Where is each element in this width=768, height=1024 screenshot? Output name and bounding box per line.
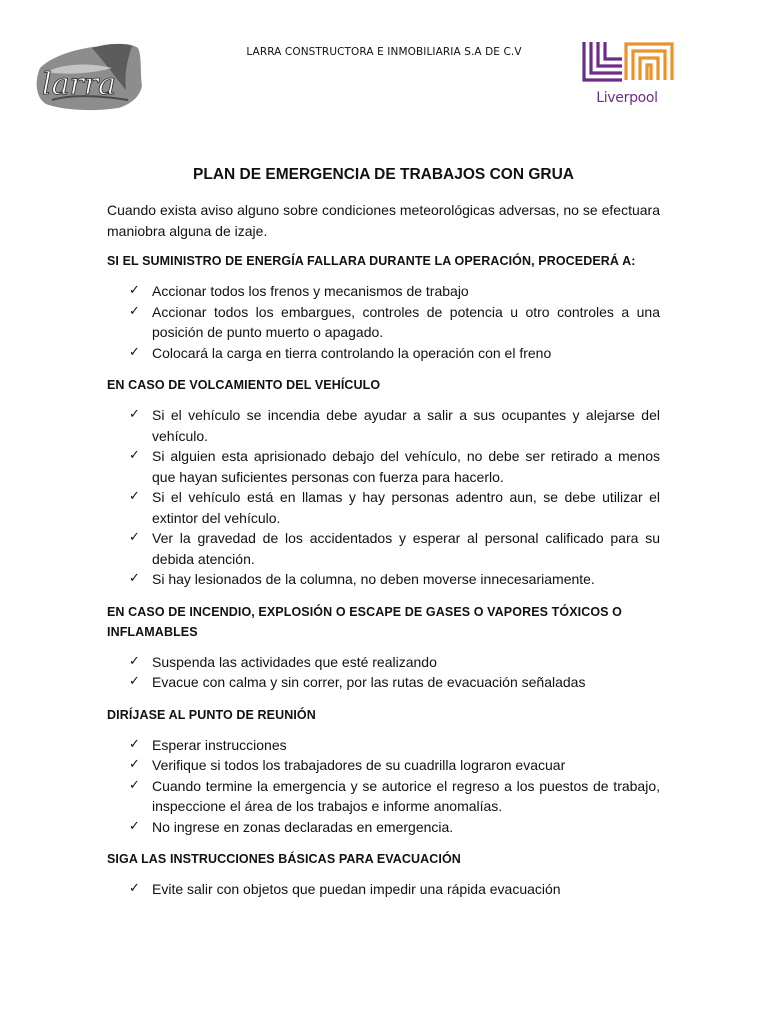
list-item [107,281,660,302]
list-item-text: Suspenda las actividades que esté realizando [152,653,437,670]
list-item [107,446,660,487]
document-title: PLAN DE EMERGENCIA DE TRABAJOS CON GRUA [193,166,574,183]
page-header [0,0,768,120]
list-item [107,817,660,838]
list-item-text: Si alguien esta aprisionado debajo del vehículo, no debe ser retirado a menos que hayan suficientes personas con fuerza para hacerlo. [152,448,660,485]
section-heading: EN CASO DE VOLCAMIENTO DEL VEHÍCULO [107,378,381,392]
liverpool-logo [578,40,676,110]
checklist [107,735,660,838]
list-item [107,302,660,343]
checklist [107,405,660,590]
document-body [107,166,660,912]
check-icon: ✓ [129,757,140,772]
check-icon: ✓ [129,777,140,793]
list-item-text: Cuando termine la emergencia y se autorice el regreso a los puestos de trabajo, inspeccione el área de los trabajos e informe anomalías. [152,777,660,814]
sections-container [107,251,660,900]
checklist [107,281,660,363]
list-item [107,672,660,693]
list-item-text: No ingrese en zonas declaradas en emergencia. [152,818,454,835]
list-item-text: Esperar instrucciones [152,736,287,753]
list-item-text: Evacue con calma y sin correr, por las rutas de evacuación señaladas [152,674,586,690]
check-icon: ✓ [129,818,140,834]
check-icon: ✓ [129,407,140,422]
list-item-text: Accionar todos los frenos y mecanismos de trabajo [152,283,469,299]
list-item-text: Si el vehículo se incendia debe ayudar a salir a sus ocupantes y alejarse del vehículo. [152,407,660,444]
list-item-text: Evite salir con objetos que puedan impedir una rápida evacuación [152,881,561,897]
liverpool-logo-text: Liverpool [596,90,658,106]
check-icon: ✓ [129,736,140,752]
list-item [107,528,660,569]
checklist [107,879,660,900]
list-item [107,755,660,776]
list-item [107,569,660,590]
section-heading: SIGA LAS INSTRUCCIONES BÁSICAS PARA EVACUACIÓN [107,852,461,866]
list-item [107,405,660,446]
list-item [107,487,660,528]
check-icon: ✓ [129,881,140,896]
check-icon: ✓ [129,448,140,463]
list-item-text: Ver la gravedad de los accidentados y esperar al personal calificado para su debida atención. [152,530,660,567]
company-name: LARRA CONSTRUCTORA E INMOBILIARIA S.A DE C.V [246,46,522,58]
section-heading: DIRÍJASE AL PUNTO DE REUNIÓN [107,707,316,722]
list-item-text: Colocará la carga en tierra controlando la operación con el freno [152,344,552,361]
list-item [107,879,660,900]
checklist [107,652,660,693]
section-heading: SI EL SUMINISTRO DE ENERGÍA FALLARA DURANTE LA OPERACIÓN, PROCEDERÁ A: [107,254,636,268]
list-item-text: Si el vehículo está en llamas y hay personas adentro aun, se debe utilizar el extintor del vehículo. [152,489,660,526]
larra-logo-text: larra [42,67,117,102]
check-icon: ✓ [129,344,140,360]
check-icon: ✓ [129,653,140,669]
list-item [107,343,660,364]
list-item [107,776,660,817]
section-heading: EN CASO DE INCENDIO, EXPLOSIÓN O ESCAPE DE GASES O VAPORES TÓXICOS O INFLAMABLES [107,604,622,639]
list-item [107,652,660,673]
check-icon: ✓ [129,530,140,545]
check-icon: ✓ [129,283,140,298]
check-icon: ✓ [129,674,140,689]
intro-paragraph: Cuando exista aviso alguno sobre condiciones meteorológicas adversas, no se efectuara maniobra alguna de izaje. [107,202,660,239]
check-icon: ✓ [129,489,140,504]
list-item-text: Verifique si todos los trabajadores de su cuadrilla lograron evacuar [152,757,566,773]
liverpool-mark-icon [578,40,676,88]
list-item-text: Accionar todos los embargues, controles de potencia u otro controles a una posición de punto muerto o apagado. [152,303,660,340]
list-item-text: Si hay lesionados de la columna, no deben moverse innecesariamente. [152,571,595,587]
list-item [107,735,660,756]
check-icon: ✓ [129,303,140,319]
check-icon: ✓ [129,571,140,586]
